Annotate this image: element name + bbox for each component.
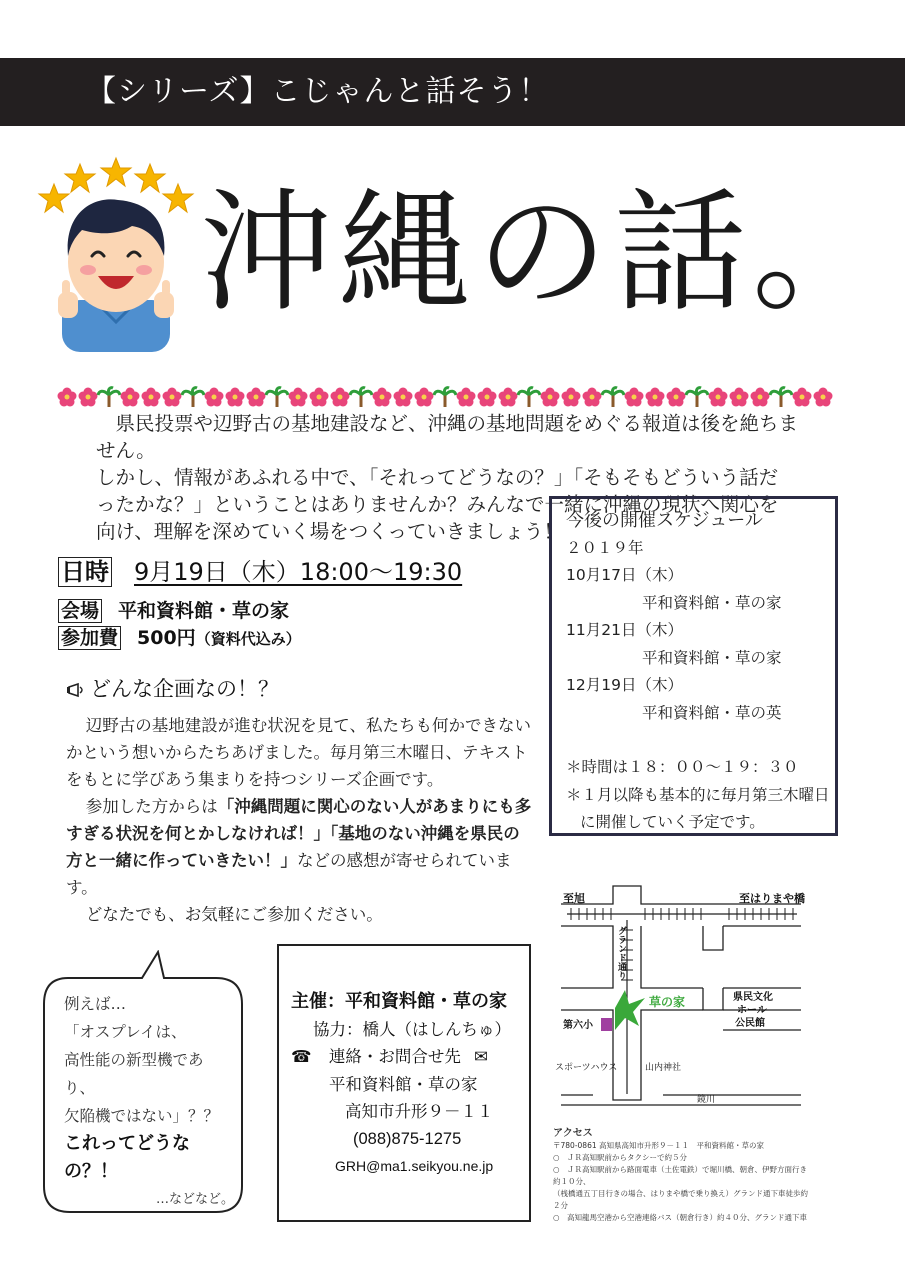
access-info — [553, 1128, 813, 1224]
venue-row — [58, 598, 289, 624]
organizer-box — [277, 944, 531, 1222]
organizer-host: 主催：平和資料館・草の家 — [291, 991, 507, 1012]
map-label-river: 鏡川 — [697, 1095, 716, 1105]
organizer-name: 平和資料館・草の家 — [329, 1074, 478, 1094]
plan-para-1: 辺野古の基地建設が進む状況を見て、私たちも何かできないかという想いからたちあげました。毎月第三木曜日、テキストをもとに学びあう集まりを持つシリーズ企画です。 — [66, 716, 531, 789]
access-line-1: 〒780-0861 高知県高知市升形９－１１ 平和資料館・草の家 — [553, 1141, 764, 1150]
plan-heading-text: どんな企画なの！？ — [90, 677, 279, 701]
phone-icon: ☎ — [291, 1047, 312, 1066]
flower-palm-border-icon — [56, 386, 846, 408]
access-heading: アクセス — [553, 1128, 593, 1139]
mascot-illustration — [36, 152, 196, 352]
fee-label: 参加費 — [58, 626, 121, 650]
schedule-date-3: 12月19日（木） — [566, 676, 683, 694]
organizer-phone[interactable]: (088)875-1275 — [353, 1129, 462, 1148]
schedule-venue-3: 平和資料館・草の英 — [642, 703, 782, 722]
school-marker — [601, 1018, 612, 1031]
bubble-line-4: 欠陥機ではない」？？ — [64, 1107, 220, 1125]
map-label-shrine: 山内神社 — [645, 1063, 682, 1073]
bubble-line-6: …などなど。 — [155, 1192, 234, 1207]
map-label-hall-1: 県民文化 — [733, 992, 773, 1003]
schedule-venue-1: 平和資料館・草の家 — [642, 593, 782, 612]
bubble-line-3: 高性能の新型機であり、 — [64, 1051, 204, 1097]
fee-note: （資料代込み） — [195, 630, 301, 648]
access-map — [553, 880, 813, 1120]
fee-value: 500円 — [137, 627, 196, 649]
bubble-line-2: 「オスプレイは、 — [64, 1023, 187, 1041]
datetime-label: 日時 — [58, 557, 112, 587]
schedule-note-2: ＊１月以降も基本的に毎月第三木曜日 — [566, 785, 830, 804]
map-label-kusanoie: 草の家 — [649, 995, 686, 1009]
organizer-address: 高知市升形９－１１ — [345, 1102, 494, 1121]
plan-para-3: どなたでも、お気軽にご参加ください。 — [85, 905, 383, 924]
fee-row — [58, 625, 301, 652]
venue-value: 平和資料館・草の家 — [118, 600, 290, 622]
access-line-4: （桟橋通五丁目行きの場合、はりまや橋で乗り換え）グランド通下車徒歩約２分 — [553, 1189, 808, 1210]
schedule-date-1: 10月17日（木） — [566, 566, 683, 584]
access-line-5: ○ 高知龍馬空港から空港連絡バス（朝倉行き）約４０分、グランド通下車 — [553, 1213, 808, 1222]
mail-icon: ✉ — [474, 1047, 488, 1066]
schedule-venue-2: 平和資料館・草の家 — [642, 648, 782, 667]
map-label-hall-2: ホール — [737, 1005, 767, 1016]
map-label-hall-3: 公民館 — [735, 1018, 765, 1029]
contact-row — [279, 1043, 529, 1071]
schedule-box — [549, 496, 838, 836]
bubble-line-5: これってどうなの？！ — [64, 1133, 190, 1182]
schedule-year: ２０１９年 — [566, 538, 644, 557]
map-label-sports: スポーツハウス — [555, 1063, 618, 1073]
schedule-note-3: に開催していく予定です。 — [580, 813, 765, 831]
series-banner: 【シリーズ】こじゃんと話そう！ — [0, 58, 905, 126]
schedule-date-2: 11月21日（木） — [566, 621, 683, 639]
megaphone-icon — [66, 682, 88, 698]
datetime-value: 9月19日（木）18:00〜19:30 — [134, 558, 463, 586]
plan-para-2-post: などの感想が寄せられています。 — [66, 851, 512, 897]
schedule-time-note: ＊時間は１８：００〜１９：３０ — [566, 758, 799, 776]
plan-para-2 — [66, 793, 534, 901]
bubble-line-1: 例えば… — [64, 995, 127, 1013]
map-label-school: 第六小 — [563, 1020, 593, 1031]
schedule-heading: 今後の開催スケジュール — [566, 510, 763, 531]
access-line-2: ○ ＪＲ高知駅前からタクシーで約５分 — [553, 1153, 688, 1162]
access-line-3: ○ ＪＲ高知駅前から路面電車（土佐電鉄）で堀川橋、朝倉、伊野方面行き約１０分、 — [553, 1165, 808, 1186]
plan-heading — [66, 674, 279, 704]
map-label-ne: 至はりまや橋 — [739, 892, 805, 905]
datetime-row — [58, 556, 462, 588]
map-label-avenue: グランド通り — [616, 926, 626, 980]
plan-para-2-pre: 参加した方からは — [85, 797, 218, 816]
venue-label: 会場 — [58, 599, 102, 623]
intro-line-1: 県民投票や辺野古の基地建設など、沖縄の基地問題をめぐる報道は後を絶ちません。 — [96, 412, 799, 462]
organizer-email[interactable]: GRH@ma1.seikyou.ne.jp — [335, 1158, 494, 1174]
organizer-coop: 協力：橋人（はしんちゅ） — [313, 1019, 511, 1039]
bubble-text — [64, 990, 234, 1214]
contact-label: 連絡・お問合せ先 — [328, 1047, 461, 1066]
plan-body — [66, 712, 534, 928]
page-title: 沖縄の話。 — [200, 176, 890, 330]
map-label-nw: 至旭 — [563, 892, 585, 905]
intro-line-2: しかし、情報があふれる中で、「それってどうなの？」「そもそもどういう話だったかな？」ということはありませんか？みんなで一緒に沖縄の現状へ関心を向け、理解を深めていく場をつくっていきましょう！ — [96, 466, 779, 543]
plan-para-2-quote: 「沖縄問題に関心のない人があまりにも多すぎる状況を何とかしなければ！」「基地のない沖縄を県民の方と一緒に作っていきたい！」 — [66, 797, 532, 870]
